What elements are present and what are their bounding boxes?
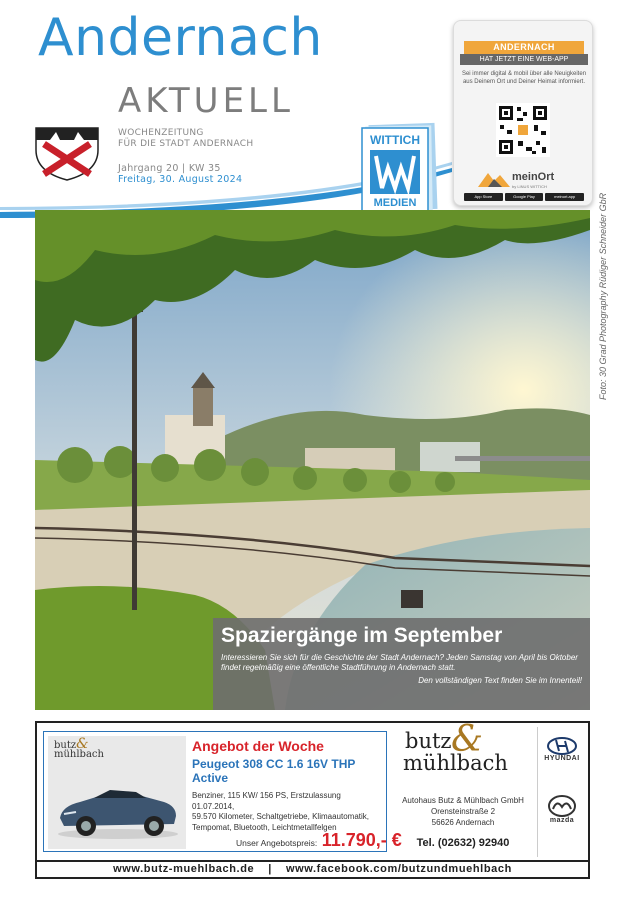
- promo-brand-sub: by LINUS WITTICH: [512, 184, 547, 189]
- offer-box: [43, 731, 402, 852]
- promo-subline: HAT JETZT EINE WEB-APP: [460, 54, 588, 65]
- address-line: 56626 Andernach: [431, 818, 495, 827]
- hyundai-label: HYUNDAI: [544, 755, 580, 762]
- dealer-logo-bottom: mühlbach: [403, 751, 508, 775]
- car-brands: [537, 727, 585, 857]
- ad-footer: [37, 860, 588, 877]
- car-image: [48, 736, 186, 849]
- mazda-logo-icon: [547, 795, 577, 817]
- price-value: 11.790,- €: [321, 830, 402, 850]
- google-play-badge[interactable]: Google Play: [505, 193, 544, 201]
- wittich-medien-logo: [358, 122, 440, 214]
- cover-teaser: Interessieren Sie sich für die Geschichte der Stadt Andernach? Jeden Samstag von April bis Oktober findet regelmäßig eine öffentliche Stadtführung in Andernach statt.: [221, 653, 578, 672]
- promo-headline: ANDERNACH: [464, 41, 584, 54]
- address-line: Orensteinstraße 2: [430, 807, 496, 816]
- promo-text: Sei immer digital & mobil über alle Neuigkeiten aus Deinem Ort und Deiner Heimat informiert.: [461, 71, 587, 85]
- offer-title: Angebot der Woche: [192, 738, 324, 754]
- offer-logo: [54, 736, 104, 760]
- offer-price-row: [236, 830, 402, 851]
- newspaper-title: Andernach: [38, 8, 323, 68]
- web-app-promo[interactable]: [453, 20, 593, 206]
- cover-headline: Spaziergänge im September: [221, 624, 503, 647]
- mazda-label: mazda: [549, 817, 575, 824]
- tagline-line-2: FÜR DIE STADT ANDERNACH: [118, 139, 254, 149]
- app-store-badges: [464, 193, 584, 201]
- photo-credit: Foto: 30 Grad Photography Rüdiger Schneider GbR: [598, 192, 608, 400]
- newspaper-subtitle: AKTUELL: [118, 81, 294, 121]
- issue-number: Jahrgang 20 | KW 35: [118, 163, 221, 174]
- promo-brand: meinOrt: [512, 171, 555, 183]
- dealer-info: [395, 719, 535, 857]
- mazda-brand: [538, 795, 586, 824]
- offer-logo-bottom: mühlbach: [54, 749, 104, 760]
- hyundai-logo-icon: [547, 737, 577, 755]
- offer-details: [192, 738, 384, 833]
- qr-code-icon[interactable]: [496, 103, 550, 157]
- spec-line: 59.570 Kilometer, Schaltgetriebe, Klimaautomatik,: [192, 812, 369, 821]
- tagline-line-1: WOCHENZEITUNG: [118, 128, 204, 138]
- dealer-address: [395, 795, 531, 828]
- price-label: Unser Angebotspreis:: [236, 838, 318, 848]
- hyundai-brand: [538, 737, 586, 762]
- publisher-line-2: MEDIEN: [373, 197, 417, 209]
- web-app-badge[interactable]: meinort.app: [545, 193, 584, 201]
- dealer-advertisement[interactable]: [35, 721, 590, 879]
- offer-logo-top: butz: [54, 740, 77, 751]
- cover-read-more: Den vollständigen Text finden Sie im Innenteil!: [418, 676, 582, 685]
- publisher-line-1: WITTICH: [370, 133, 420, 147]
- footer-separator: |: [268, 863, 272, 875]
- website-link[interactable]: www.butz-muehlbach.de: [113, 863, 255, 875]
- spec-line: Benziner, 115 KW/ 156 PS, Erstzulassung 01.07.2014,: [192, 791, 341, 811]
- spec-line: Tempomat, Bluetooth, Leichtmetallfelgen: [192, 822, 337, 832]
- facebook-link[interactable]: www.facebook.com/butzundmuehlbach: [285, 863, 512, 875]
- dealer-logo-amp: &: [451, 719, 484, 760]
- app-store-badge[interactable]: App Store: [464, 193, 503, 201]
- offer-logo-amp: &: [76, 736, 89, 752]
- address-line: Autohaus Butz & Mühlbach GmbH: [402, 796, 524, 805]
- issue-date: Freitag, 30. August 2024: [118, 174, 243, 185]
- cover-caption: [213, 618, 590, 710]
- convertible-car-icon: [54, 770, 182, 842]
- offer-model: Peugeot 308 CC 1.6 16V THP Active: [192, 757, 356, 785]
- offer-specs: [192, 791, 384, 833]
- dealer-logo-top: butz: [405, 729, 452, 753]
- dealer-phone[interactable]: Tel. (02632) 92940: [416, 837, 510, 849]
